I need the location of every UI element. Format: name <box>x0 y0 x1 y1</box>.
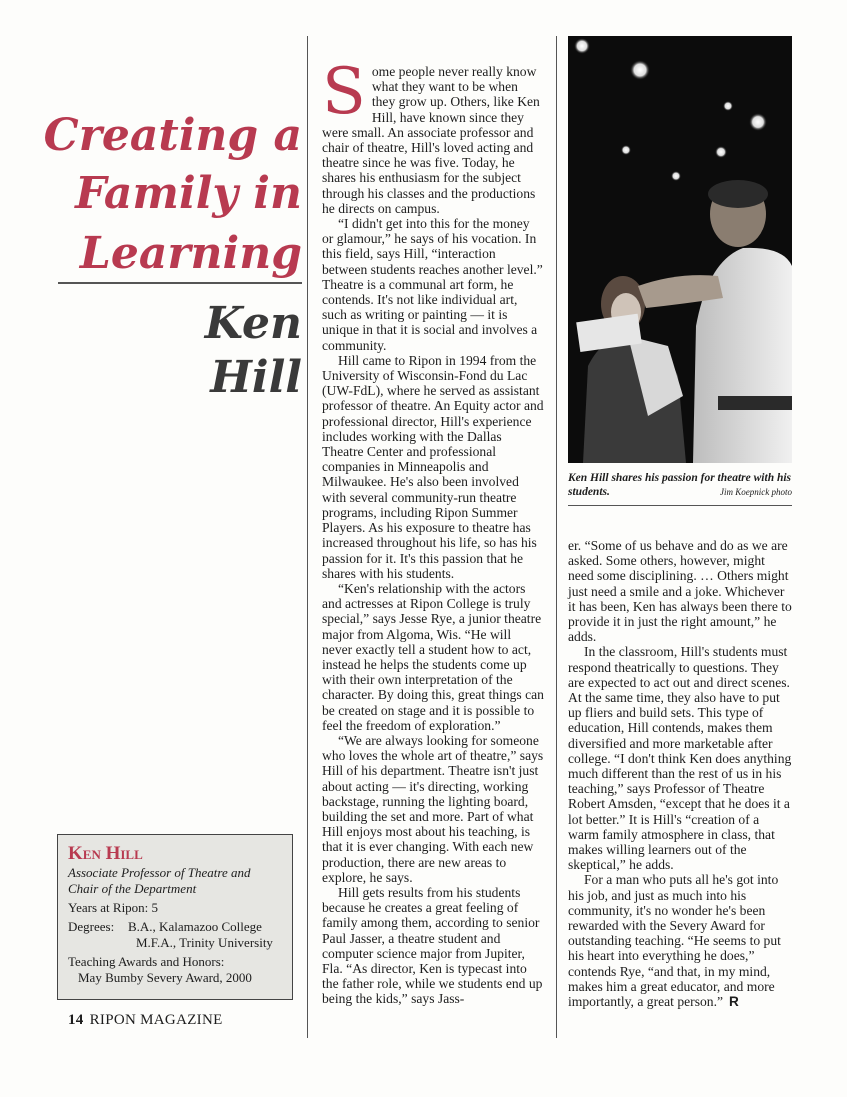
drop-cap: S <box>322 55 366 129</box>
degree-item: M.F.A., Trinity University <box>136 935 273 950</box>
article-paragraph: In the classroom, Hill's students must respond theatrically to questions. They are expected to act out and direct scenes. At the same time, they also have to put up fliers and build sets. This type of education, Hill contends, makes them diversified and more marketable after college. “I don't think Ken does anything much different than the rest of us in his teaching,” says Professor of Theatre Robert Amsden, “except that he does it a lot better.” It is Hill's “creation of a warm family atmosphere in class, that makes willing learners out of the skeptical,” he adds. <box>568 644 792 873</box>
info-role: Associate Professor of Theatre and Chair of the Department <box>68 865 251 896</box>
awards-label: Teaching Awards and Honors: <box>68 954 225 969</box>
article-column-main <box>322 55 544 1007</box>
column-divider-right <box>556 36 557 1038</box>
photo-credit: Jim Koepnick photo <box>720 487 792 497</box>
degree-item: B.A., Kalamazoo College <box>128 919 262 934</box>
photo-illustration <box>568 36 792 463</box>
info-degrees <box>68 919 282 951</box>
info-name: Ken Hill <box>68 843 143 864</box>
article-paragraph: Some people never really know what they want to be when they grow up. Others, like Ken Hill, have known since they were small. An associate professor and chair of theatre, Hill's loved acting and theatre since he was five. Today, he shares his enthusiasm for the subject through his classes and the productions he directs on campus. <box>322 55 540 216</box>
page-number: 14 <box>68 1012 84 1028</box>
title-line-3: Learning <box>79 228 302 279</box>
article-title-block <box>40 112 302 402</box>
article-paragraph: “We are always looking for someone who loves the whole art of theatre,” says Hill of his department. Theatre isn't just about acting — it's directing, working backstage, running the lighting board, building the set and more. Part of what Hill enjoys most about his teaching, is that it is ever changing. With each new production, there are new areas to explore, he says. <box>322 732 544 885</box>
caption-rule <box>568 505 792 506</box>
article-paragraph: Hill gets results from his students because he creates a great feeling of family among them, according to senior Paul Jasser, a theatre student and computer science major from Jupiter, Fla. “As director, Ken is typecast into the father role, while we students end up being the kids,” says Jass- <box>322 884 543 1007</box>
article-paragraph: er. “Some of us behave and do as we are asked. Some others, however, might need some disciplining. … Others might just need a smile and a joke. Whichever it has been, Ken has always been there to provide it in just the right amount,” he adds. <box>568 538 792 645</box>
article-paragraph: For a man who puts all he's got into his job, and just as much into his community, it's no wonder he's been rewarded with the Severy Award for outstanding teaching. “He seems to put his heart into everything he does,” contends Rye, “and that, in my mind, makes him a great educator, and more importantly, a great person.” R <box>568 872 781 1010</box>
degrees-label: Degrees: <box>68 919 115 934</box>
article-paragraph: Hill came to Ripon in 1994 from the University of Wisconsin-Fond du Lac (UW-FdL), where he served as assistant professor of theatre. An Equity actor and professional director, Hill's experience includes working with the Dallas Theatre Center and professional companies in Minneapolis and Milwaukee. He's also been involved with several community-run theatre programs, including Ripon Summer Players. As his exposure to theatre has increased throughout his life, so has his passion for it. It's this passion that he shares with his students. <box>322 352 544 581</box>
photo-caption <box>568 471 792 499</box>
end-mark: R <box>729 994 739 1010</box>
subject-last-name: Hill <box>210 352 302 403</box>
article-paragraph: “I didn't get into this for the money or glamour,” he says of his vocation. In this field, says Hill, “interaction between students reaches another level.” Theatre is a communal art form, he contends. It's not like individual art, such as writing or painting — it is unique in that it is social and involves a community. <box>322 216 543 353</box>
column-divider-left <box>307 36 308 1038</box>
title-line-1: Creating a <box>43 110 302 161</box>
theatre-photo <box>568 36 792 463</box>
magazine-name: RIPON MAGAZINE <box>89 1012 223 1028</box>
page-footer <box>68 1012 223 1029</box>
article-paragraph: “Ken's relationship with the actors and actresses at Ripon College is truly special,” says Jesse Rye, a junior theatre major from Algoma, Wis. “He will never exactly tell a student how to act, instead he helps the students come up with their own interpretation of the character. By doing this, great things can be created on stage and it is possible to feel the freedom of exploration.” <box>322 580 544 733</box>
faculty-info-box <box>57 834 293 1000</box>
subject-first-name: Ken <box>204 298 302 349</box>
info-years: Years at Ripon: 5 <box>68 900 159 915</box>
caption-text: Ken Hill shares his passion for theatre with his students. <box>568 472 792 498</box>
award-item: May Bumby Severy Award, 2000 <box>78 970 252 985</box>
title-underline <box>58 282 302 284</box>
article-column-right <box>568 538 792 1009</box>
title-line-2: Family in <box>75 168 302 219</box>
